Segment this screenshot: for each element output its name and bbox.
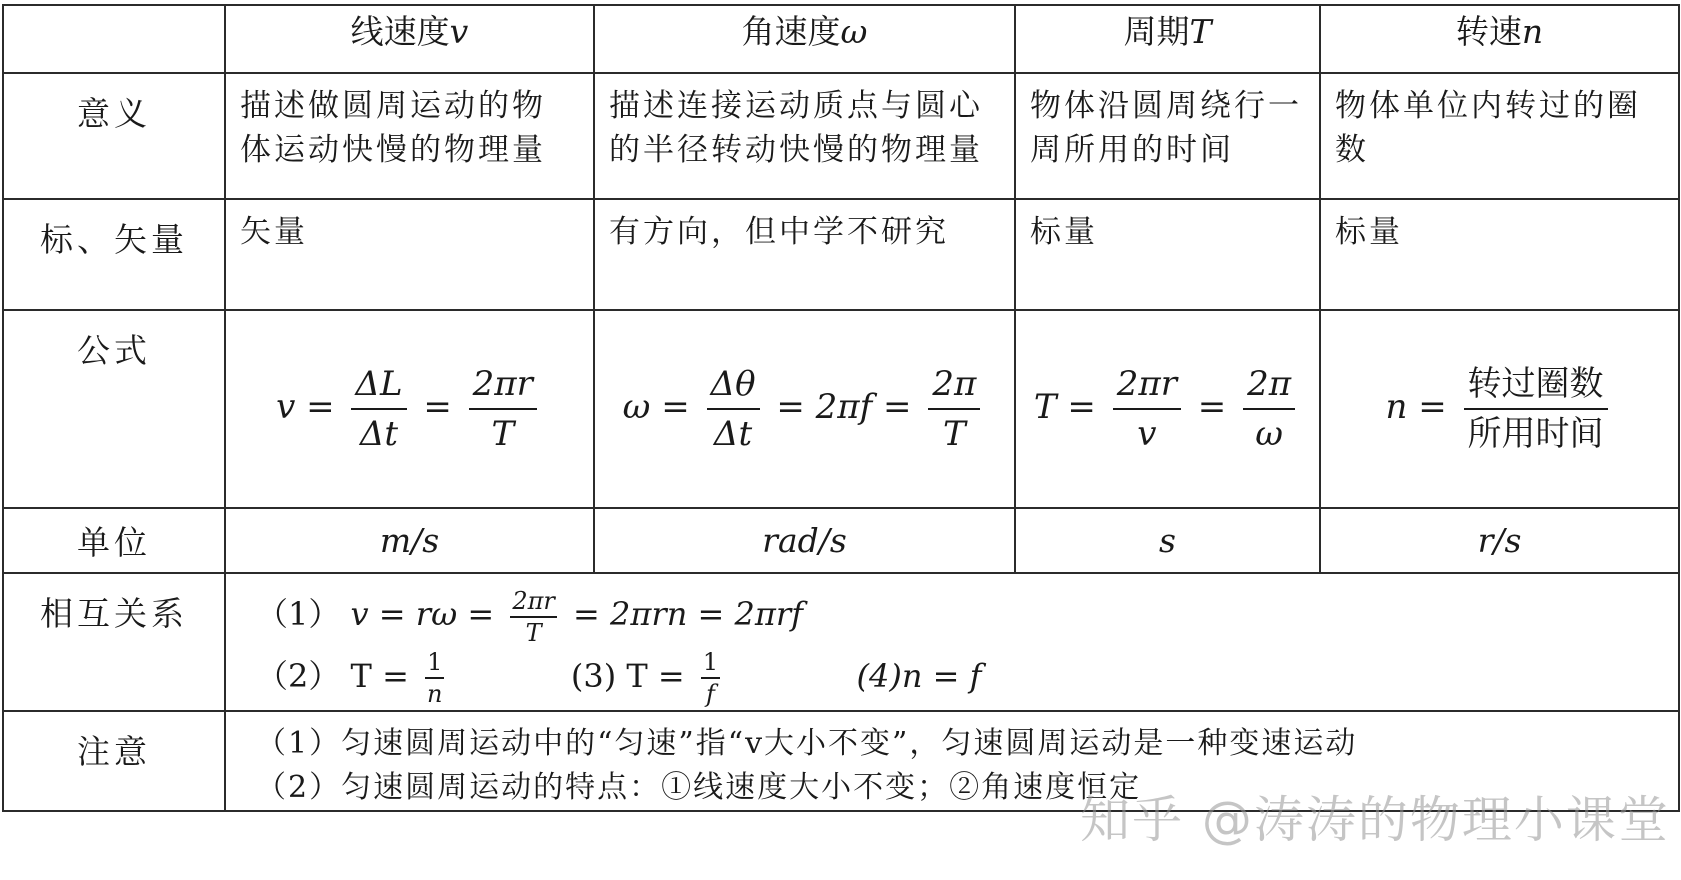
physics-comparison-table — [2, 4, 1680, 812]
row-label-unit: 单位 — [3, 508, 225, 573]
formula-angular-fraction-1 — [707, 364, 760, 454]
formula-angular-f2-den: T — [942, 414, 966, 454]
formula-speed-num: 转过圈数 — [1464, 364, 1608, 410]
relation-1-fraction — [510, 588, 557, 646]
vector-row — [3, 199, 1679, 310]
note-content — [225, 711, 1679, 811]
relation-3-den: f — [706, 680, 715, 708]
header-period-symbol: T — [1189, 12, 1212, 51]
formula-linear-f2-den: T — [491, 414, 515, 454]
header-angular-velocity-text: 角速度 — [741, 12, 841, 51]
relation-1-a: v = rω = — [350, 595, 495, 633]
note-line-1: （1）匀速圆周运动中的“匀速”指“v大小不变”，匀速圆周运动是一种变速运动 — [256, 726, 1358, 761]
formula-angular-f2-num: 2π — [928, 364, 980, 410]
formula-angular-f1-den: Δt — [713, 414, 753, 454]
formula-period-f1-den: v — [1137, 414, 1157, 454]
formula-speed-lhs: n = — [1385, 387, 1447, 427]
formula-period-lhs: T = — [1033, 387, 1096, 427]
formula-linear — [225, 310, 594, 508]
row-label-meaning: 意义 — [3, 73, 225, 199]
row-label-relation: 相互关系 — [3, 573, 225, 711]
formula-angular-lhs: ω = — [622, 387, 690, 427]
header-row — [3, 5, 1679, 73]
meaning-speed: 物体单位内转过的圈数 — [1320, 73, 1679, 199]
header-empty-cell — [3, 5, 225, 73]
note-row — [3, 711, 1679, 811]
formula-linear-f1-num: ΔL — [351, 364, 406, 410]
formula-period-f2-den: ω — [1255, 414, 1283, 454]
relation-1-prefix: （1） — [256, 595, 341, 633]
formula-angular-f1-num: Δθ — [707, 364, 760, 410]
formula-linear-fraction-1 — [351, 364, 406, 454]
unit-speed: r/s — [1320, 508, 1679, 573]
relation-3-fraction — [701, 649, 720, 707]
relation-line-1 — [256, 584, 1648, 646]
formula-period-f2-num: 2π — [1243, 364, 1295, 410]
relation-2-lhs: T = — [350, 656, 409, 695]
meaning-linear: 描述做圆周运动的物体运动快慢的物理量 — [225, 73, 594, 199]
formula-period-eq: = — [1197, 387, 1227, 427]
header-linear-velocity-text: 线速度 — [350, 12, 450, 51]
formula-angular-mid: = 2πf = — [776, 387, 912, 427]
watermark: 知乎 @涛涛的物理小课堂 — [1080, 791, 1670, 849]
relation-2-prefix: （2） — [256, 656, 341, 695]
formula-period-fraction-1 — [1113, 364, 1181, 454]
formula-speed — [1320, 310, 1679, 508]
header-linear-velocity — [225, 5, 594, 73]
header-period — [1015, 5, 1320, 73]
header-linear-velocity-symbol: v — [449, 12, 469, 51]
meaning-period: 物体沿圆周绕行一周所用的时间 — [1015, 73, 1320, 199]
vector-linear: 矢量 — [225, 199, 594, 310]
meaning-angular: 描述连接运动质点与圆心的半径转动快慢的物理量 — [594, 73, 1015, 199]
unit-period: s — [1015, 508, 1320, 573]
relation-line-2 — [256, 646, 1648, 708]
vector-angular: 有方向，但中学不研究 — [594, 199, 1015, 310]
formula-period-fraction-2 — [1243, 364, 1295, 454]
vector-speed: 标量 — [1320, 199, 1679, 310]
relation-2-num: 1 — [425, 649, 444, 679]
relation-1-b: = 2πrn = 2πrf — [573, 595, 803, 633]
row-label-vector: 标、矢量 — [3, 199, 225, 310]
header-rotational-speed — [1320, 5, 1679, 73]
formula-linear-lhs: v = — [276, 387, 335, 427]
relation-2-den: n — [427, 680, 443, 708]
relation-3-lhs: T = — [626, 656, 685, 695]
formula-linear-f2-num: 2πr — [469, 364, 537, 410]
note-line-2: （2）匀速圆周运动的特点：①线速度大小不变；②角速度恒定 — [256, 770, 1142, 805]
header-rotational-speed-text: 转速 — [1455, 12, 1522, 51]
formula-period-f1-num: 2πr — [1113, 364, 1181, 410]
formula-row — [3, 310, 1679, 508]
formula-linear-f1-den: Δt — [359, 414, 399, 454]
formula-period — [1015, 310, 1320, 508]
row-label-formula: 公式 — [3, 310, 225, 508]
header-angular-velocity-symbol: ω — [840, 12, 868, 51]
formula-linear-fraction-2 — [469, 364, 537, 454]
formula-angular-fraction-2 — [928, 364, 980, 454]
relation-2-fraction — [425, 649, 444, 707]
relation-4: (4)n = f — [856, 656, 982, 695]
formula-speed-den: 所用时间 — [1467, 414, 1604, 454]
meaning-row — [3, 73, 1679, 199]
relation-3-num: 1 — [701, 649, 720, 679]
formula-angular — [594, 310, 1015, 508]
row-label-note: 注意 — [3, 711, 225, 811]
relation-content — [225, 573, 1679, 711]
relation-1-frac-num: 2πr — [510, 588, 557, 618]
relation-row — [3, 573, 1679, 711]
formula-linear-eq: = — [423, 387, 452, 427]
relation-1-frac-den: T — [525, 618, 542, 647]
unit-angular: rad/s — [594, 508, 1015, 573]
header-rotational-speed-symbol: n — [1521, 12, 1544, 51]
header-angular-velocity — [594, 5, 1015, 73]
unit-linear: m/s — [225, 508, 594, 573]
formula-speed-fraction — [1464, 364, 1608, 454]
vector-period: 标量 — [1015, 199, 1320, 310]
unit-row — [3, 508, 1679, 573]
relation-3-prefix: (3) — [570, 656, 617, 695]
header-period-text: 周期 — [1123, 12, 1190, 51]
